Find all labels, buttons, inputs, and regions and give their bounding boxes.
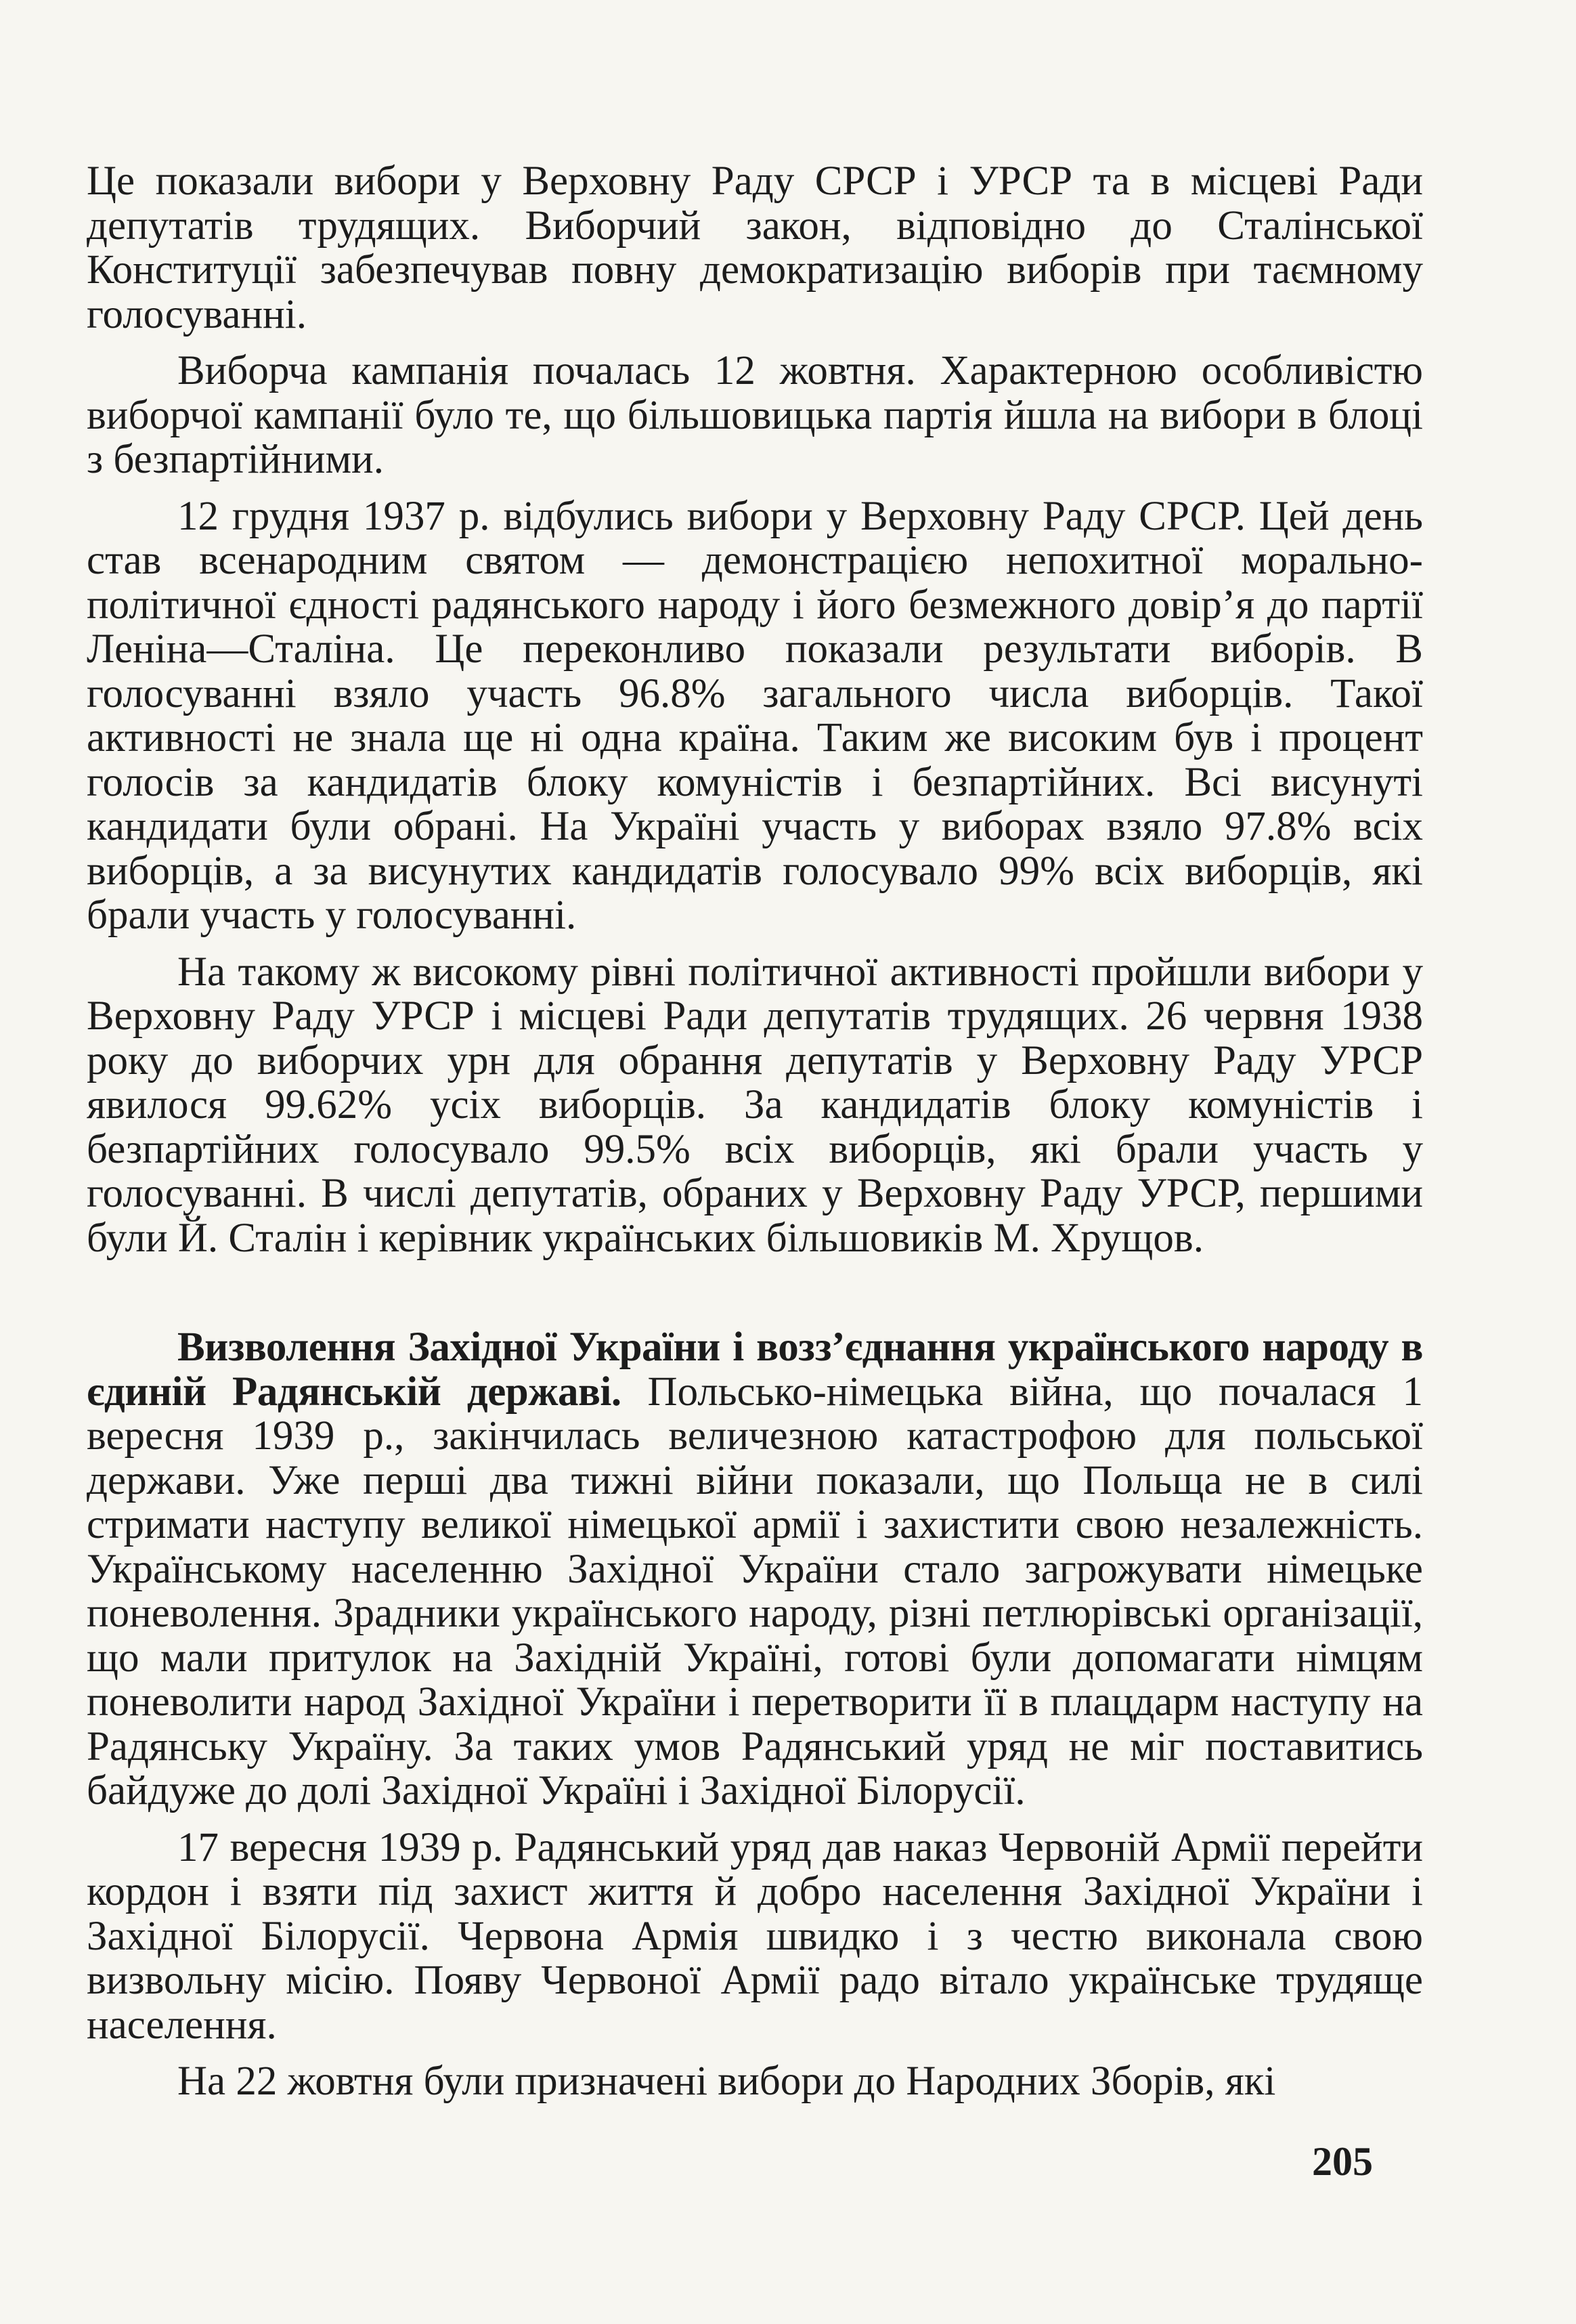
paragraph-election-campaign: Виборча кампанія почалась 12 жовтня. Характерною особливістю виборчої кампанії було те, що більшовицька партія йшла на вибори в блоці з безпартійними. xyxy=(87,348,1423,482)
section-heading: Визволення Західної України і возз’єднання українського народу в єдиній Радянській державі. xyxy=(87,1325,1423,1415)
paragraph-ussr-elections-1937: 12 грудня 1937 р. відбулись вибори у Верховну Раду СРСР. Цей день став всенародним святом — демонстрацією непохитної морально-політичної єдності радянського народу і його безмежного довір’я до партії Леніна—Сталіна. Це переконливо показали результати виборів. В голосуванні взяло участь 96.8% загального числа виборців. Такої активності не знала ще ні одна країна. Таким же високим був і процент голосів за кандидатів блоку комуністів і безпартійних. Всі висунуті кандидати були обрані. На Україні участь у виборах взяло 97.8% всіх виборців, а за висунутих кандидатів голосувало 99% всіх виборців, які брали участь у голосуванні. xyxy=(87,493,1423,938)
page-body xyxy=(87,159,1423,2104)
paragraph-september-17: 17 вересня 1939 р. Радянський уряд дав наказ Червоній Армії перейти кордон і взяти під захист життя й добро населення Західної України і Західної Білорусії. Червона Армія швидко і з честю виконала свою визвольну місію. Появу Червоної Армії радо вітало українське трудяще населення. xyxy=(87,1824,1423,2048)
section-heading-continuation: Польсько-німецька війна, що почалася 1 вересня 1939 р., закінчилась величезною катастрофою для польської держави. Уже перші два тижні війни показали, що Польща не в силі стримати наступу великої німецької армії і захистити свою незалежність. Українському населенню Західної України стало загрожувати німецьке поневолення. Зрадники українського народу, різні петлюрівські організації, що мали притулок на Західній Україні, готові були допомагати німцям поневолити народ Західної України і перетворити її в плацдарм наступу на Радянську Україну. За таких умов Радянський уряд не міг поставитись байдуже до долі Західної Україні і Західної Білорусії. xyxy=(87,1369,1423,1813)
paragraph-western-ukraine xyxy=(87,1325,1423,1813)
paragraph-elections-intro: Це показали вибори у Верховну Раду СРСР і УРСР та в місцеві Ради депутатів трудящих. Виборчий закон, відповідно до Сталінської Конституції забезпечував повну демократизацію виборів при таємному голосуванні. xyxy=(87,158,1423,337)
page-number: 205 xyxy=(1312,2139,1373,2184)
paragraph-october-22: На 22 жовтня були призначені вибори до Народних Зборів, які xyxy=(177,2059,1276,2104)
paragraph-ursr-elections-1938: На такому ж високому рівні політичної активності пройшли вибори у Верховну Раду УРСР і місцеві Ради депутатів трудящих. 26 червня 1938 року до виборчих урн для обрання депутатів у Верховну Раду УРСР явилося 99.62% усіх виборців. За кандидатів блоку комуністів і безпартійних голосувало 99.5% всіх виборців, які брали участь у голосуванні. В числі депутатів, обраних у Верховну Раду УРСР, першими були Й. Сталін і керівник українських більшовиків М. Хрущов. xyxy=(87,949,1423,1261)
